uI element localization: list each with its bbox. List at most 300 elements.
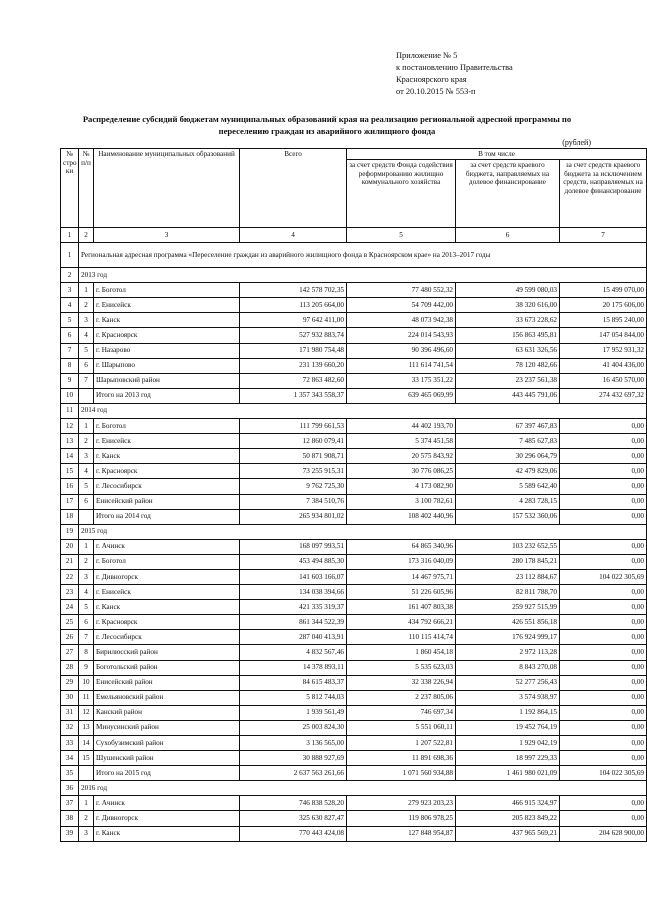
table-row xyxy=(61,615,647,630)
table-row xyxy=(61,373,647,388)
item-number: 1 xyxy=(79,419,94,434)
table-row xyxy=(61,630,647,645)
regional-other-amount: 104 022 305,69 xyxy=(560,766,647,781)
municipality-name: Бирилюсский район xyxy=(94,645,240,660)
row-number: 33 xyxy=(61,736,79,751)
regional-other-amount: 0,00 xyxy=(560,660,647,675)
regional-other-amount: 0,00 xyxy=(560,736,647,751)
regional-share-amount: 67 397 467,83 xyxy=(456,419,560,434)
fund-amount: 1 860 454,18 xyxy=(347,645,456,660)
fund-amount: 5 551 060,11 xyxy=(347,720,456,735)
row-number: 23 xyxy=(61,585,79,600)
total-amount: 3 136 565,00 xyxy=(240,736,347,751)
table-row xyxy=(61,569,647,584)
municipality-name: Емельяновский район xyxy=(94,690,240,705)
item-number: 14 xyxy=(79,736,94,751)
row-number: 3 xyxy=(61,283,79,298)
municipality-name: г. Лесосибирск xyxy=(94,479,240,494)
municipality-name: Итого на 2014 год xyxy=(94,509,240,524)
regional-other-amount: 274 432 697,32 xyxy=(560,388,647,403)
fund-amount: 279 923 203,23 xyxy=(347,796,456,811)
regional-other-amount: 17 952 931,32 xyxy=(560,343,647,358)
regional-share-amount: 19 452 764,19 xyxy=(456,720,560,735)
regional-other-amount: 147 054 844,00 xyxy=(560,328,647,343)
municipality-name: Енисейский район xyxy=(94,675,240,690)
table-row xyxy=(61,434,647,449)
subsidy-table xyxy=(60,148,647,842)
item-number: 3 xyxy=(79,826,94,841)
fund-amount: 48 073 942,38 xyxy=(347,313,456,328)
total-amount: 14 378 893,11 xyxy=(240,660,347,675)
appendix-line: к постановлению Правительства xyxy=(396,63,513,72)
table-row xyxy=(61,494,647,509)
regional-share-amount: 259 927 515,99 xyxy=(456,600,560,615)
table-row xyxy=(61,736,647,751)
row-number: 29 xyxy=(61,675,79,690)
row-number: 8 xyxy=(61,358,79,373)
regional-share-amount: 443 445 791,06 xyxy=(456,388,560,403)
item-number xyxy=(79,766,94,781)
regional-share-amount: 23 237 561,38 xyxy=(456,373,560,388)
item-number: 8 xyxy=(79,645,94,660)
header-regional-share: за счет средств краевого бюджета, направляемых на долевое финансирование xyxy=(456,160,560,228)
regional-other-amount: 0,00 xyxy=(560,645,647,660)
total-amount: 111 799 661,53 xyxy=(240,419,347,434)
table-row xyxy=(61,539,647,554)
row-number: 19 xyxy=(61,524,79,539)
fund-amount: 3 100 782,61 xyxy=(347,494,456,509)
fund-amount: 30 776 086,25 xyxy=(347,464,456,479)
row-number: 27 xyxy=(61,645,79,660)
municipality-name: г. Канск xyxy=(94,826,240,841)
regional-share-amount: 280 178 845,21 xyxy=(456,554,560,569)
table-row xyxy=(61,313,647,328)
municipality-name: г. Боготол xyxy=(94,283,240,298)
header-row-number: № стро ки xyxy=(61,149,79,228)
regional-share-amount: 78 120 482,66 xyxy=(456,358,560,373)
row-number: 10 xyxy=(61,388,79,403)
regional-share-amount: 466 915 324,97 xyxy=(456,796,560,811)
table-row xyxy=(61,449,647,464)
regional-other-amount: 0,00 xyxy=(560,720,647,735)
table-row xyxy=(61,419,647,434)
regional-other-amount: 0,00 xyxy=(560,705,647,720)
item-number: 7 xyxy=(79,373,94,388)
regional-other-amount: 0,00 xyxy=(560,449,647,464)
table-row xyxy=(61,328,647,343)
regional-other-amount: 0,00 xyxy=(560,751,647,766)
municipality-name: Енисейский район xyxy=(94,494,240,509)
total-amount: 421 335 319,37 xyxy=(240,600,347,615)
regional-other-amount: 0,00 xyxy=(560,630,647,645)
appendix-line: от 20.10.2015 № 553-п xyxy=(396,87,476,96)
municipality-name: г. Боготол xyxy=(94,419,240,434)
total-amount: 861 344 522,39 xyxy=(240,615,347,630)
row-number: 16 xyxy=(61,479,79,494)
item-number: 6 xyxy=(79,358,94,373)
municipality-name: г. Красноярск xyxy=(94,328,240,343)
table-row xyxy=(61,358,647,373)
fund-amount: 224 014 543,93 xyxy=(347,328,456,343)
item-number: 2 xyxy=(79,298,94,313)
item-number: 4 xyxy=(79,464,94,479)
header-total: Всего xyxy=(240,149,347,228)
regional-share-amount: 8 843 270,08 xyxy=(456,660,560,675)
table-row xyxy=(61,298,647,313)
item-number: 9 xyxy=(79,660,94,675)
item-number: 3 xyxy=(79,449,94,464)
total-amount: 12 860 079,41 xyxy=(240,434,347,449)
fund-amount: 110 115 414,74 xyxy=(347,630,456,645)
column-number: 6 xyxy=(456,228,560,243)
row-number: 25 xyxy=(61,615,79,630)
fund-amount: 5 535 623,03 xyxy=(347,660,456,675)
municipality-name: г. Енисейск xyxy=(94,298,240,313)
table-row xyxy=(61,343,647,358)
table-row xyxy=(61,479,647,494)
municipality-name: г. Красноярск xyxy=(94,615,240,630)
regional-share-amount: 157 532 360,06 xyxy=(456,509,560,524)
row-number: 38 xyxy=(61,811,79,826)
fund-amount: 127 848 954,87 xyxy=(347,826,456,841)
row-number: 6 xyxy=(61,328,79,343)
table-row xyxy=(61,388,647,403)
fund-amount: 54 709 442,00 xyxy=(347,298,456,313)
row-number: 12 xyxy=(61,419,79,434)
fund-amount: 20 575 843,92 xyxy=(347,449,456,464)
regional-other-amount: 41 404 436,00 xyxy=(560,358,647,373)
regional-other-amount: 0,00 xyxy=(560,690,647,705)
municipality-name: г. Боготол xyxy=(94,554,240,569)
row-number: 15 xyxy=(61,464,79,479)
total-amount: 325 630 827,47 xyxy=(240,811,347,826)
year-row xyxy=(61,268,647,283)
table-row xyxy=(61,509,647,524)
regional-other-amount: 0,00 xyxy=(560,464,647,479)
title-line: переселению граждан из аварийного жилищного фонда xyxy=(218,126,436,136)
regional-share-amount: 49 599 080,03 xyxy=(456,283,560,298)
regional-other-amount: 0,00 xyxy=(560,675,647,690)
regional-other-amount: 0,00 xyxy=(560,615,647,630)
row-number: 36 xyxy=(61,781,79,796)
regional-other-amount: 0,00 xyxy=(560,539,647,554)
regional-share-amount: 30 296 064,79 xyxy=(456,449,560,464)
item-number: 13 xyxy=(79,720,94,735)
item-number: 2 xyxy=(79,554,94,569)
year-label: 2016 год xyxy=(79,781,647,796)
item-number: 4 xyxy=(79,328,94,343)
item-number: 1 xyxy=(79,796,94,811)
appendix-block xyxy=(396,50,513,98)
regional-share-amount: 426 551 856,18 xyxy=(456,615,560,630)
total-amount: 97 642 411,00 xyxy=(240,313,347,328)
item-number: 10 xyxy=(79,675,94,690)
municipality-name: Минусинский район xyxy=(94,720,240,735)
program-row xyxy=(61,243,647,268)
total-amount: 1 939 561,49 xyxy=(240,705,347,720)
item-number: 1 xyxy=(79,539,94,554)
item-number: 2 xyxy=(79,434,94,449)
total-amount: 141 603 166,07 xyxy=(240,569,347,584)
header-row xyxy=(61,149,647,160)
regional-other-amount: 0,00 xyxy=(560,479,647,494)
item-number: 1 xyxy=(79,283,94,298)
regional-other-amount: 20 175 606,00 xyxy=(560,298,647,313)
document-title xyxy=(62,113,592,137)
total-amount: 453 494 885,30 xyxy=(240,554,347,569)
row-number: 13 xyxy=(61,434,79,449)
row-number: 9 xyxy=(61,373,79,388)
regional-share-amount: 2 972 113,28 xyxy=(456,645,560,660)
fund-amount: 4 173 082,90 xyxy=(347,479,456,494)
municipality-name: г. Енисейск xyxy=(94,434,240,449)
regional-other-amount: 0,00 xyxy=(560,509,647,524)
fund-amount: 5 374 451,58 xyxy=(347,434,456,449)
column-number: 1 xyxy=(61,228,79,243)
regional-share-amount: 38 320 616,00 xyxy=(456,298,560,313)
row-number: 20 xyxy=(61,539,79,554)
regional-other-amount: 104 022 305,69 xyxy=(560,569,647,584)
total-amount: 4 832 567,46 xyxy=(240,645,347,660)
table-row xyxy=(61,464,647,479)
row-number: 7 xyxy=(61,343,79,358)
total-amount: 231 139 660,20 xyxy=(240,358,347,373)
regional-other-amount: 0,00 xyxy=(560,585,647,600)
regional-share-amount: 1 461 980 021,09 xyxy=(456,766,560,781)
regional-share-amount: 52 277 256,43 xyxy=(456,675,560,690)
row-number: 18 xyxy=(61,509,79,524)
total-amount: 746 838 528,20 xyxy=(240,796,347,811)
regional-other-amount: 0,00 xyxy=(560,419,647,434)
municipality-name: г. Красноярск xyxy=(94,464,240,479)
item-number: 12 xyxy=(79,705,94,720)
fund-amount: 161 407 803,38 xyxy=(347,600,456,615)
fund-amount: 64 865 340,96 xyxy=(347,539,456,554)
municipality-name: г. Канск xyxy=(94,449,240,464)
item-number: 6 xyxy=(79,615,94,630)
table-row xyxy=(61,554,647,569)
row-number: 32 xyxy=(61,720,79,735)
fund-amount: 746 697,34 xyxy=(347,705,456,720)
municipality-name: г. Канск xyxy=(94,313,240,328)
item-number: 2 xyxy=(79,811,94,826)
fund-amount: 119 806 978,25 xyxy=(347,811,456,826)
row-number: 34 xyxy=(61,751,79,766)
item-number: 11 xyxy=(79,690,94,705)
regional-share-amount: 156 863 495,81 xyxy=(456,328,560,343)
total-amount: 72 863 482,60 xyxy=(240,373,347,388)
municipality-name: Итого на 2015 год xyxy=(94,766,240,781)
regional-other-amount: 0,00 xyxy=(560,434,647,449)
item-number: 5 xyxy=(79,600,94,615)
table-row xyxy=(61,600,647,615)
fund-amount: 639 465 069,99 xyxy=(347,388,456,403)
row-number: 30 xyxy=(61,690,79,705)
regional-other-amount: 0,00 xyxy=(560,494,647,509)
municipality-name: г. Ачинск xyxy=(94,796,240,811)
fund-amount: 77 480 552,32 xyxy=(347,283,456,298)
municipality-name: Сухобузимский район xyxy=(94,736,240,751)
municipality-name: г. Дивногорск xyxy=(94,569,240,584)
table-row xyxy=(61,705,647,720)
regional-share-amount: 103 232 652,55 xyxy=(456,539,560,554)
column-number: 4 xyxy=(240,228,347,243)
table-row xyxy=(61,660,647,675)
table-row xyxy=(61,766,647,781)
regional-share-amount: 23 112 884,67 xyxy=(456,569,560,584)
regional-share-amount: 3 574 938,97 xyxy=(456,690,560,705)
header-item-number: № п/п xyxy=(79,149,94,228)
regional-other-amount: 0,00 xyxy=(560,554,647,569)
municipality-name: г. Лесосибирск xyxy=(94,630,240,645)
row-number: 26 xyxy=(61,630,79,645)
table-row xyxy=(61,675,647,690)
regional-other-amount: 0,00 xyxy=(560,600,647,615)
total-amount: 171 980 754,48 xyxy=(240,343,347,358)
table-row xyxy=(61,720,647,735)
regional-share-amount: 205 823 849,22 xyxy=(456,811,560,826)
total-amount: 287 040 413,91 xyxy=(240,630,347,645)
item-number: 5 xyxy=(79,479,94,494)
item-number: 15 xyxy=(79,751,94,766)
municipality-name: Канский район xyxy=(94,705,240,720)
regional-share-amount: 1 192 864,15 xyxy=(456,705,560,720)
fund-amount: 14 467 975,71 xyxy=(347,569,456,584)
total-amount: 2 637 563 261,66 xyxy=(240,766,347,781)
table-row xyxy=(61,283,647,298)
total-amount: 50 871 908,71 xyxy=(240,449,347,464)
year-row xyxy=(61,781,647,796)
total-amount: 168 097 993,51 xyxy=(240,539,347,554)
total-amount: 1 357 343 558,37 xyxy=(240,388,347,403)
header-municipality: Наименование муниципальных образований xyxy=(94,149,240,228)
regional-other-amount: 16 450 570,00 xyxy=(560,373,647,388)
total-amount: 73 255 915,31 xyxy=(240,464,347,479)
total-amount: 265 934 801,02 xyxy=(240,509,347,524)
total-amount: 7 384 510,76 xyxy=(240,494,347,509)
column-number-row xyxy=(61,228,647,243)
fund-amount: 32 338 226,94 xyxy=(347,675,456,690)
row-number: 21 xyxy=(61,554,79,569)
row-number: 4 xyxy=(61,298,79,313)
municipality-name: Шарыповский район xyxy=(94,373,240,388)
regional-other-amount: 0,00 xyxy=(560,796,647,811)
fund-amount: 2 237 805,06 xyxy=(347,690,456,705)
header-group: В том числе xyxy=(347,149,647,160)
year-label: 2013 год xyxy=(79,268,647,283)
municipality-name: г. Дивногорск xyxy=(94,811,240,826)
table-row xyxy=(61,690,647,705)
total-amount: 5 812 744,03 xyxy=(240,690,347,705)
row-number: 22 xyxy=(61,569,79,584)
municipality-name: г. Енисейск xyxy=(94,585,240,600)
column-number: 3 xyxy=(94,228,240,243)
row-number: 28 xyxy=(61,660,79,675)
table-row xyxy=(61,585,647,600)
regional-share-amount: 63 631 326,56 xyxy=(456,343,560,358)
table-row xyxy=(61,826,647,841)
row-number: 1 xyxy=(61,243,79,268)
row-number: 35 xyxy=(61,766,79,781)
regional-share-amount: 42 479 829,06 xyxy=(456,464,560,479)
fund-amount: 1 207 522,81 xyxy=(347,736,456,751)
row-number: 31 xyxy=(61,705,79,720)
item-number: 7 xyxy=(79,630,94,645)
title-line: Распределение субсидий бюджетам муниципальных образований края на реализацию региональной адресной программы по xyxy=(82,114,572,124)
fund-amount: 90 396 496,60 xyxy=(347,343,456,358)
item-number: 3 xyxy=(79,313,94,328)
year-row xyxy=(61,403,647,418)
regional-share-amount: 176 924 999,17 xyxy=(456,630,560,645)
unit-label: (рублей) xyxy=(562,138,591,147)
row-number: 17 xyxy=(61,494,79,509)
municipality-name: г. Назарово xyxy=(94,343,240,358)
municipality-name: Итого на 2013 год xyxy=(94,388,240,403)
item-number xyxy=(79,509,94,524)
fund-amount: 108 402 440,96 xyxy=(347,509,456,524)
year-label: 2014 год xyxy=(79,403,647,418)
row-number: 14 xyxy=(61,449,79,464)
header-regional-other: за счет средств краевого бюджета за исключением средств, направляемых на долевое финансирование xyxy=(560,160,647,228)
regional-other-amount: 15 895 240,00 xyxy=(560,313,647,328)
regional-share-amount: 18 997 229,33 xyxy=(456,751,560,766)
appendix-line: Красноярского края xyxy=(396,75,467,84)
total-amount: 84 615 483,37 xyxy=(240,675,347,690)
fund-amount: 11 891 698,36 xyxy=(347,751,456,766)
regional-share-amount: 4 283 728,15 xyxy=(456,494,560,509)
column-number: 2 xyxy=(79,228,94,243)
column-number: 7 xyxy=(560,228,647,243)
total-amount: 770 443 424,08 xyxy=(240,826,347,841)
total-amount: 25 003 824,30 xyxy=(240,720,347,735)
table-row xyxy=(61,645,647,660)
fund-amount: 1 071 560 934,88 xyxy=(347,766,456,781)
municipality-name: Шушенский район xyxy=(94,751,240,766)
table-row xyxy=(61,751,647,766)
regional-share-amount: 82 811 788,70 xyxy=(456,585,560,600)
regional-share-amount: 437 965 569,21 xyxy=(456,826,560,841)
table-body xyxy=(61,149,647,842)
fund-amount: 434 792 666,21 xyxy=(347,615,456,630)
row-number: 2 xyxy=(61,268,79,283)
table-row xyxy=(61,811,647,826)
row-number: 24 xyxy=(61,600,79,615)
year-label: 2015 год xyxy=(79,524,647,539)
program-title: Региональная адресная программа «Переселение граждан из аварийного жилищного фонда в Красноярском крае» на 2013–2017 годы xyxy=(79,243,647,268)
row-number: 11 xyxy=(61,403,79,418)
municipality-name: г. Канск xyxy=(94,600,240,615)
year-row xyxy=(61,524,647,539)
municipality-name: г. Шарыпово xyxy=(94,358,240,373)
total-amount: 527 932 883,74 xyxy=(240,328,347,343)
row-number: 39 xyxy=(61,826,79,841)
total-amount: 134 038 394,66 xyxy=(240,585,347,600)
item-number: 3 xyxy=(79,569,94,584)
regional-other-amount: 15 499 070,00 xyxy=(560,283,647,298)
row-number: 5 xyxy=(61,313,79,328)
regional-other-amount: 204 628 900,00 xyxy=(560,826,647,841)
fund-amount: 51 226 605,96 xyxy=(347,585,456,600)
item-number xyxy=(79,388,94,403)
regional-share-amount: 7 485 627,83 xyxy=(456,434,560,449)
regional-other-amount: 0,00 xyxy=(560,811,647,826)
total-amount: 113 205 664,00 xyxy=(240,298,347,313)
item-number: 4 xyxy=(79,585,94,600)
column-number: 5 xyxy=(347,228,456,243)
municipality-name: Боготольский район xyxy=(94,660,240,675)
appendix-line: Приложение № 5 xyxy=(396,51,458,60)
row-number: 37 xyxy=(61,796,79,811)
